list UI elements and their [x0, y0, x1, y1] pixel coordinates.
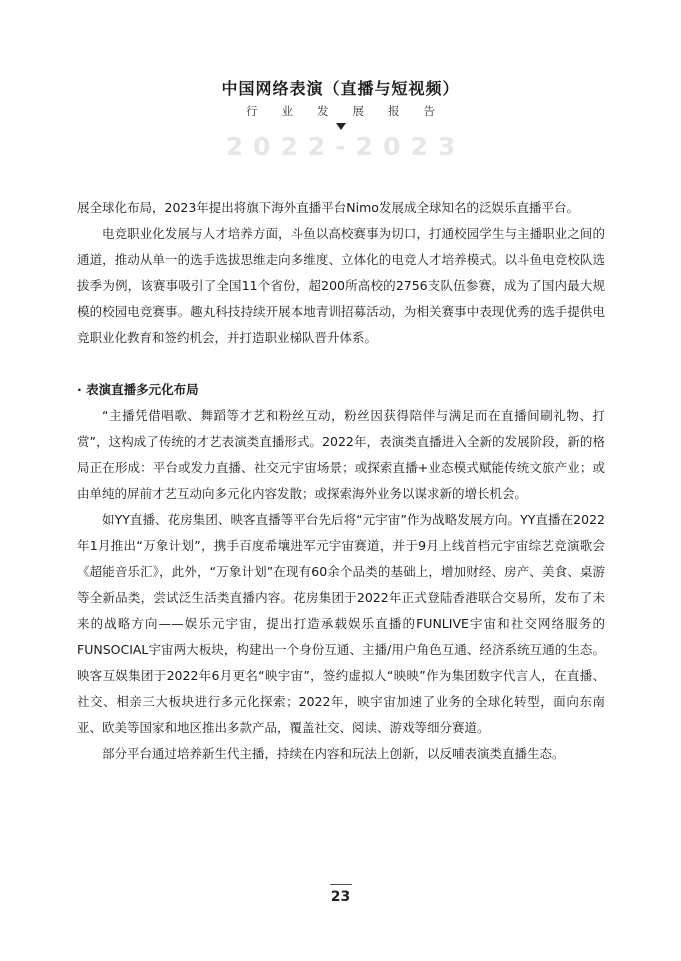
- report-subtitle: 行业发展报告: [246, 104, 459, 118]
- paragraph-3: “主播凭借唱歌、舞蹈等才艺和粉丝互动，粉丝因获得陪伴与满足而在直播间刷礼物、打赏”，这构成了传统的才艺表演类直播形式。2022年，表演类直播进入全新的发展阶段，新的格局正在形成：平台或发力直播、社交元宇宙场景；或探索直播+业态模式赋能传统文旅产业；或由单纯的屏前才艺互动向多元化内容发散；或探索海外业务以谋求新的增长机会。: [77, 408, 605, 501]
- paragraph-1: 展全球化布局，2023年提出将旗下海外直播平台Nimo发展成全球知名的泛娱乐直播平台。: [77, 200, 579, 215]
- page-footer: [0, 884, 681, 905]
- report-header: [0, 76, 681, 161]
- paragraph-2: 电竞职业化发展与人才培养方面，斗鱼以高校赛事为切口，打通校园学生与主播职业之间的通道，推动从单一的选手选拔思维走向多维度、立体化的电竞人才培养模式。以斗鱼电竞校队选拔季为例，该赛事吸引了全国11个省份，超200所高校的2756支队伍参赛，成为了国内最大规模的校园电竞赛事。趣丸科技持续开展本地青训招募活动，为相关赛事中表现优秀的选手提供电竞职业化教育和签约机会，并打造职业梯队晋升体系。: [77, 226, 605, 345]
- page-number: 23: [330, 889, 351, 905]
- page-number-rule: [330, 884, 352, 885]
- paragraph-5: 部分平台通过培养新生代主播，持续在内容和玩法上创新，以反哺表演类直播生态。: [102, 746, 565, 761]
- report-years: 2022-2023: [225, 132, 466, 161]
- page-body: [77, 195, 605, 767]
- report-title: 中国网络表演（直播与短视频）: [221, 79, 460, 98]
- section-heading: · 表演直播多元化布局: [77, 382, 199, 397]
- triangle-down-icon: [336, 123, 346, 130]
- paragraph-4: 如YY直播、花房集团、映客直播等平台先后将“元宇宙”作为战略发展方向。YY直播在2022年1月推出“万象计划”，携手百度希壤进军元宇宙赛道，并于9月上线首档元宇宙综艺竞演歌会《超能音乐汇》，此外，“万象计划”在现有60余个品类的基础上，增加财经、房产、美食、桌游等全新品类，尝试泛生活类直播内容。花房集团于2022年正式登陆香港联合交易所，发布了未来的战略方向——娱乐元宇宙，提出打造承载娱乐直播的FUNLIVE宇宙和社交网络服务的FUNSOCIAL宇宙两大板块，构建出一个身份互通、主播/用户角色互通、经济系统互通的生态。映客互娱集团于2022年6月更名“映宇宙”，签约虚拟人“映映”作为集团数字代言人，在直播、社交、相亲三大板块进行多元化探索；2022年，映宇宙加速了业务的全球化转型，面向东南亚、欧美等国家和地区推出多款产品，覆盖社交、阅读、游戏等细分赛道。: [77, 512, 605, 735]
